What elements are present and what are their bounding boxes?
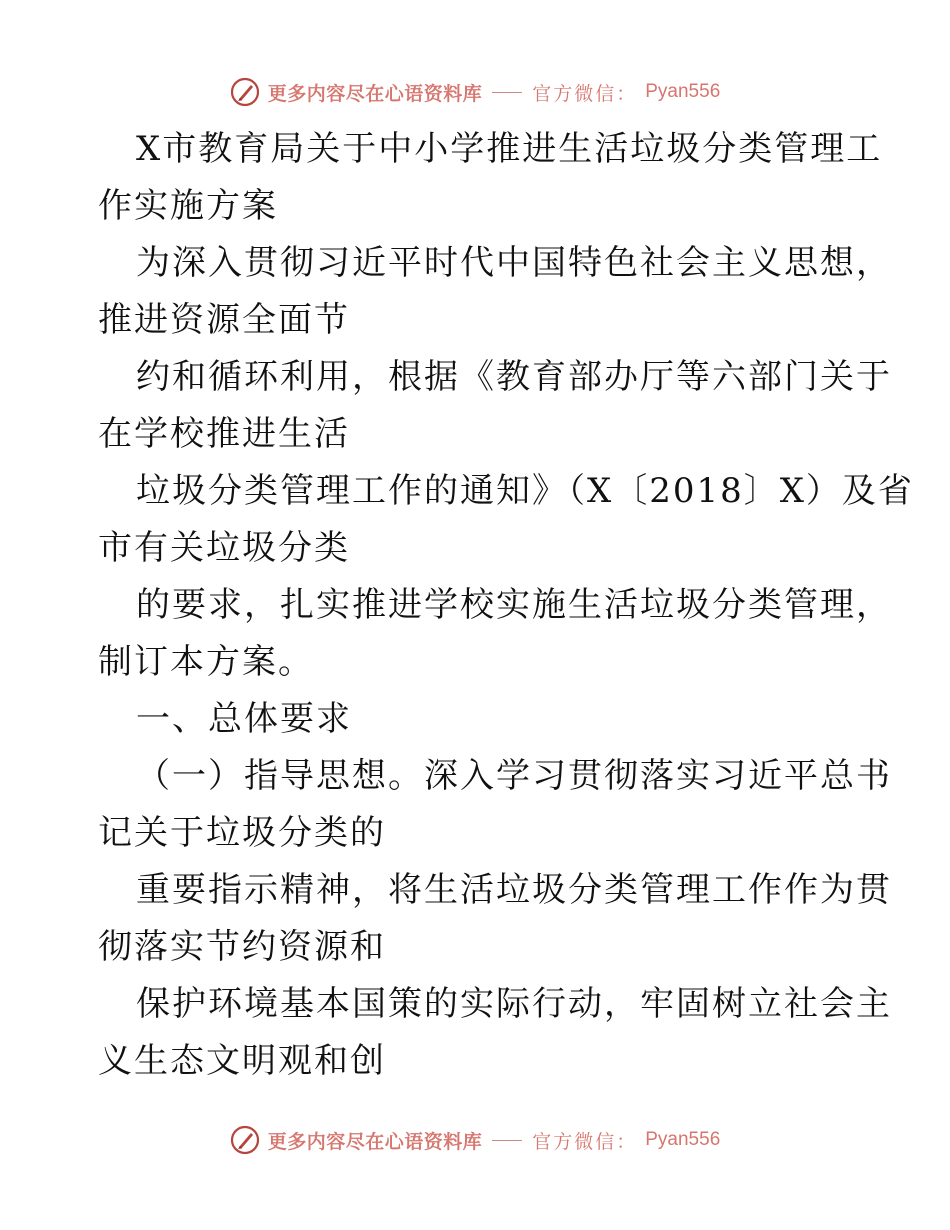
paragraph-line: 彻落实节约资源和	[98, 927, 386, 967]
document-title-line-2: 作实施方案	[98, 186, 278, 226]
wechat-id: Pyan556	[645, 1129, 721, 1150]
paragraph-line: 为深入贯彻习近平时代中国特色社会主义思想，	[136, 243, 892, 283]
quill-logo-icon	[230, 1125, 260, 1155]
paragraph-line: 义生态文明观和创	[98, 1041, 386, 1081]
wechat-label: 官方微信：	[532, 1130, 638, 1153]
paragraph-line: 重要指示精神，将生活垃圾分类管理工作作为贯	[136, 870, 892, 910]
banner-divider	[492, 1140, 522, 1141]
paragraph-line: 记关于垃圾分类的	[98, 813, 386, 853]
document-title-line-1: X市教育局关于中小学推进生活垃圾分类管理工	[136, 129, 883, 169]
paragraph-line: 的要求，扎实推进学校实施生活垃圾分类管理，	[136, 585, 892, 625]
section-heading: 一、总体要求	[136, 699, 352, 739]
quill-logo-icon	[230, 77, 260, 107]
wechat-label: 官方微信：	[532, 82, 638, 105]
paragraph-line: 在学校推进生活	[98, 414, 350, 454]
footer-banner	[0, 1120, 950, 1160]
paragraph-line: 推进资源全面节	[98, 300, 350, 340]
banner-divider	[492, 92, 522, 93]
wechat-id: Pyan556	[645, 81, 721, 102]
paragraph-line: 保护环境基本国策的实际行动，牢固树立社会主	[136, 984, 892, 1024]
site-name-text: 更多内容尽在心语资料库	[267, 82, 483, 105]
paragraph-line: 垃圾分类管理工作的通知》（X〔2018〕X）及省	[136, 471, 914, 511]
paragraph-line: 市有关垃圾分类	[98, 528, 350, 568]
paragraph-line: （一）指导思想。深入学习贯彻落实习近平总书	[136, 756, 892, 796]
paragraph-line: 约和循环利用，根据《教育部办厅等六部门关于	[136, 357, 892, 397]
header-banner	[0, 72, 950, 112]
site-name-text: 更多内容尽在心语资料库	[267, 1130, 483, 1153]
paragraph-line: 制订本方案。	[98, 642, 314, 682]
